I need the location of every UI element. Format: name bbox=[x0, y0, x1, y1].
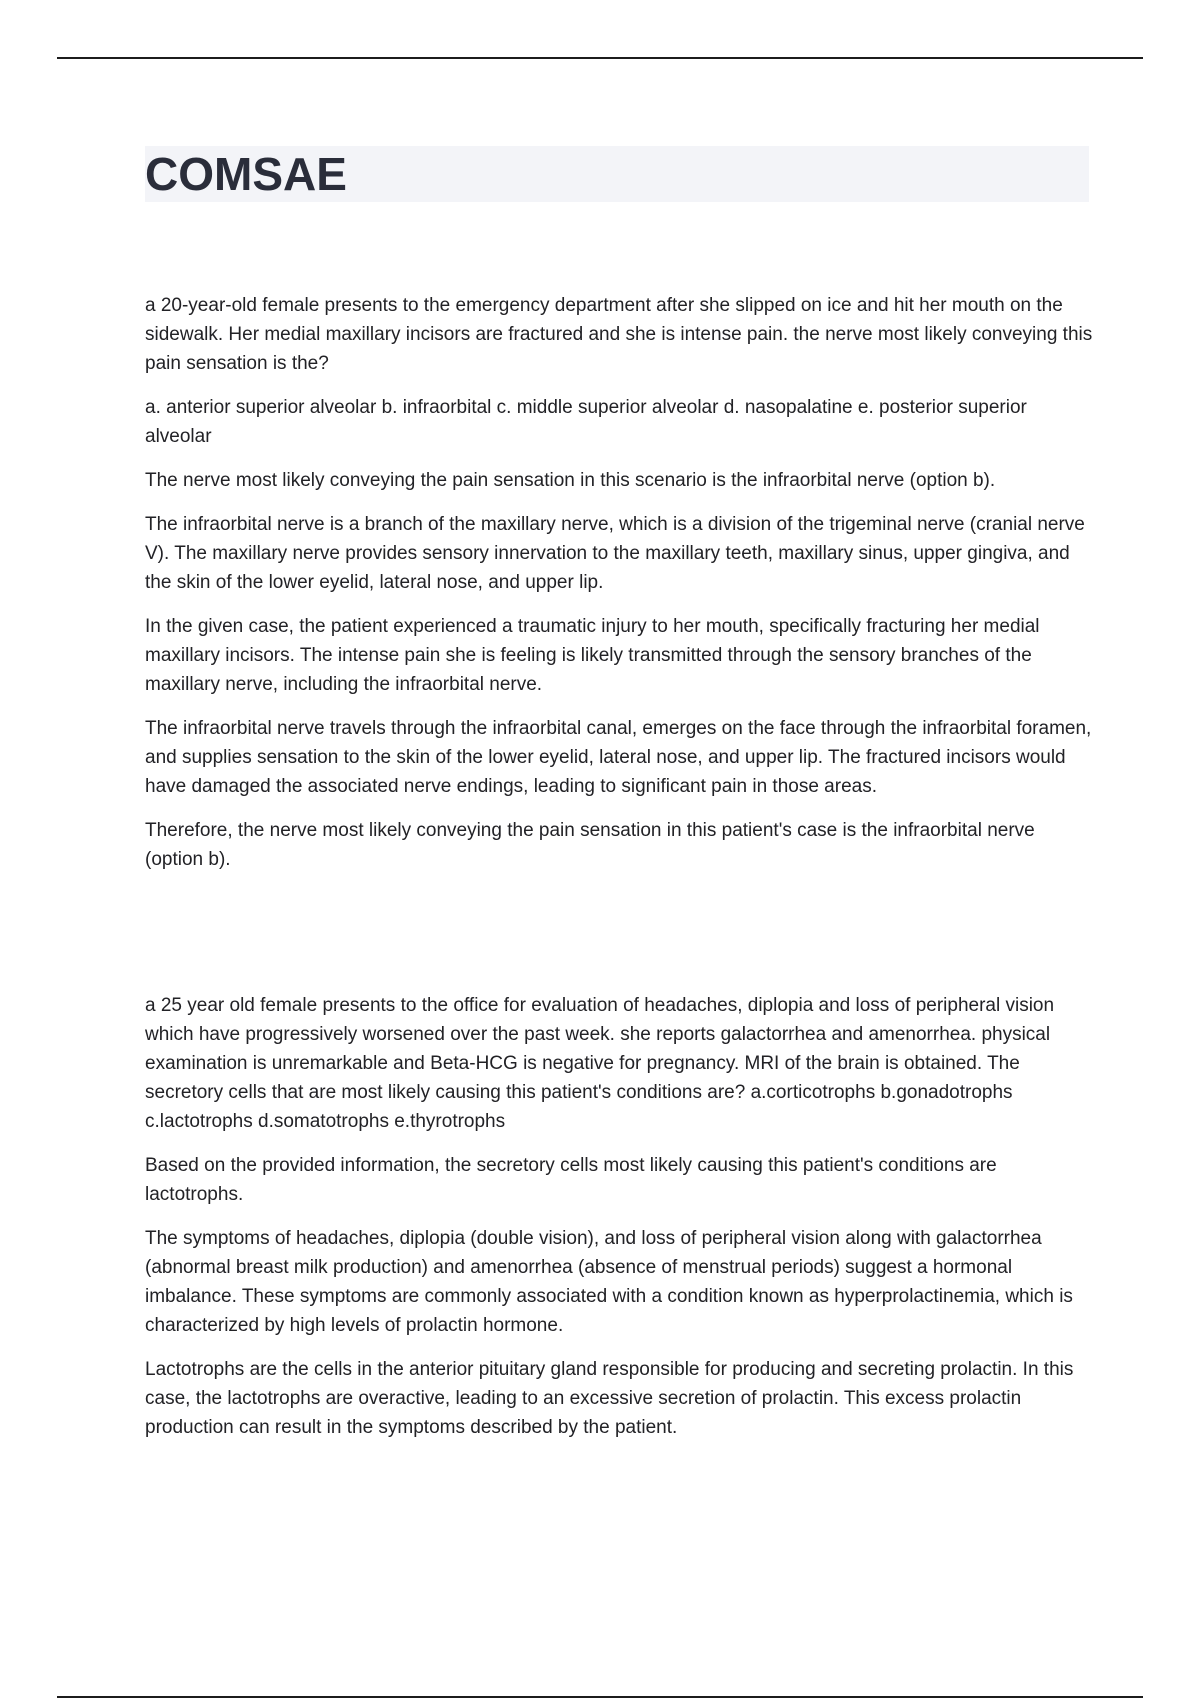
question-options: a. anterior superior alveolar b. infraorbital c. middle superior alveolar d. nasopalatine e. posterior superior alveolar bbox=[145, 397, 1027, 447]
question-stem: a 20-year-old female presents to the emergency department after she slipped on ice and hit her mouth on the sidewalk. Her medial maxillary incisors are fractured and she is intense pain. the nerve most likely conveying this pain sensation is the? bbox=[145, 295, 1093, 374]
answer-paragraph: The infraorbital nerve is a branch of the maxillary nerve, which is a division of the trigeminal nerve (cranial nerve V). The maxillary nerve provides sensory innervation to the maxillary teeth, maxillary sinus, upper gingiva, and the skin of the lower eyelid, lateral nose, and upper lip. bbox=[145, 514, 1085, 593]
page-title: COMSAE bbox=[145, 148, 347, 200]
answer-paragraph: Based on the provided information, the secretory cells most likely causing this patient's conditions are lactotrophs. bbox=[145, 1155, 997, 1205]
answer-paragraph: In the given case, the patient experienced a traumatic injury to her mouth, specifically fracturing her medial maxillary incisors. The intense pain she is feeling is likely transmitted through the sensory branches of the maxillary nerve, including the infraorbital nerve. bbox=[145, 616, 1040, 695]
answer-paragraph: The symptoms of headaches, diplopia (double vision), and loss of peripheral vision along with galactorrhea (abnormal breast milk production) and amenorrhea (absence of menstrual periods) suggest a hormonal imbalance. These symptoms are commonly associated with a condition known as hyperprolactinemia, which is characterized by high levels of prolactin hormone. bbox=[145, 1228, 1073, 1336]
title-banner bbox=[145, 146, 1089, 202]
footer-rule bbox=[57, 1696, 1143, 1698]
question-block-2 bbox=[145, 991, 1095, 1457]
question-block-1 bbox=[145, 291, 1095, 889]
answer-paragraph: The infraorbital nerve travels through the infraorbital canal, emerges on the face through the infraorbital foramen, and supplies sensation to the skin of the lower eyelid, lateral nose, and upper lip. The fractured incisors would have damaged the associated nerve endings, leading to significant pain in those areas. bbox=[145, 718, 1092, 797]
header-rule bbox=[57, 57, 1143, 59]
question-stem: a 25 year old female presents to the office for evaluation of headaches, diplopia and loss of peripheral vision which have progressively worsened over the past week. she reports galactorrhea and amenorrhea. physical examination is unremarkable and Beta-HCG is negative for pregnancy. MRI of the brain is obtained. The secretory cells that are most likely causing this patient's conditions are? a.corticotrophs b.gonadotrophs c.lactotrophs d.somatotrophs e.thyrotrophs bbox=[145, 995, 1055, 1132]
answer-paragraph: Therefore, the nerve most likely conveying the pain sensation in this patient's case is the infraorbital nerve (option b). bbox=[145, 820, 1035, 870]
answer-paragraph: Lactotrophs are the cells in the anterior pituitary gland responsible for producing and secreting prolactin. In this case, the lactotrophs are overactive, leading to an excessive secretion of prolactin. This excess prolactin production can result in the symptoms described by the patient. bbox=[145, 1359, 1074, 1438]
answer-paragraph: The nerve most likely conveying the pain sensation in this scenario is the infraorbital nerve (option b). bbox=[145, 470, 996, 491]
